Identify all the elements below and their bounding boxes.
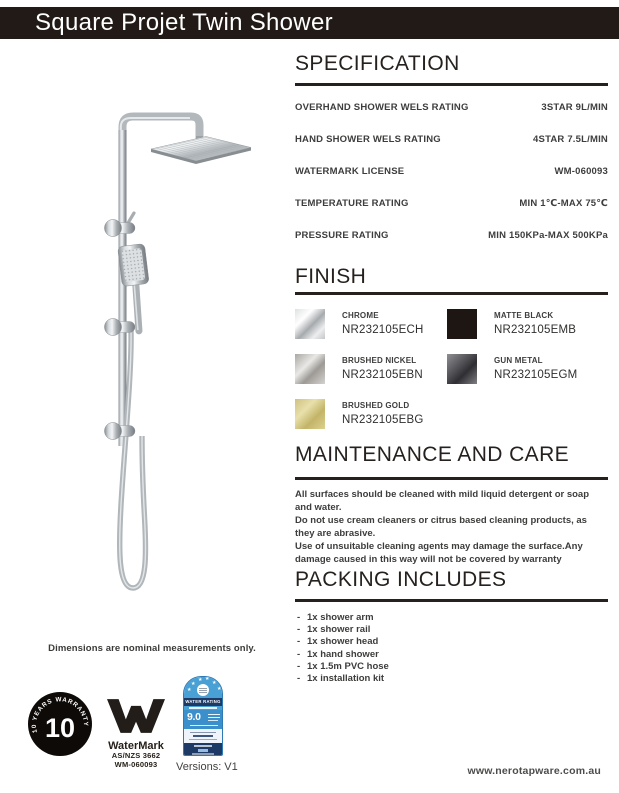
section-maintenance <box>295 443 608 566</box>
water-rating-footer-band <box>184 743 222 756</box>
maintenance-line: damage caused in this way will not be covered by warranty <box>295 554 562 565</box>
star-icon: ★ <box>217 686 222 692</box>
bullet-dash: - <box>297 673 301 685</box>
finish-code: NR232105EBG <box>342 414 424 426</box>
finish-text <box>342 399 423 426</box>
packing-list <box>295 612 608 685</box>
water-rating-flow <box>184 710 222 729</box>
packing-item-label: 1x shower arm <box>307 612 374 623</box>
packing-item-label: 1x 1.5m PVC hose <box>307 660 389 672</box>
watermark-brand: WaterMark <box>108 740 164 752</box>
packing-item <box>295 636 608 648</box>
bullet-dash: - <box>297 660 301 672</box>
spec-value: MIN 1℃-MAX 75℃ <box>519 198 608 209</box>
finish-text <box>342 309 423 336</box>
finish-option <box>447 354 608 384</box>
finish-text <box>494 309 576 336</box>
dimensions-note: Dimensions are nominal measurements only. <box>48 643 256 654</box>
finish-code: NR232105EMB <box>494 324 577 336</box>
packing-item-label: 1x shower head <box>307 636 379 648</box>
finish-text <box>342 354 423 381</box>
section-packing <box>295 568 608 685</box>
watermark-license: WM-060093 <box>114 759 158 769</box>
spec-row <box>295 134 608 144</box>
packing-item <box>295 624 608 636</box>
finish-swatch <box>295 354 325 384</box>
star-icon: ★ <box>198 677 203 683</box>
finish-option <box>295 354 447 384</box>
maintenance-line: they are abrasive. <box>295 528 376 539</box>
spec-row <box>295 102 608 112</box>
star-icon: ★ <box>187 687 192 693</box>
product-image <box>35 86 275 646</box>
maintenance-line: and water. <box>295 502 342 513</box>
warranty-badge <box>27 691 93 757</box>
finish-swatch <box>447 309 477 339</box>
website-url: www.nerotapware.com.au <box>467 765 601 777</box>
star-icon: ★ <box>205 676 210 682</box>
maintenance-line: Do not use cream cleaners or citrus based cleaning products, as <box>295 515 587 526</box>
spec-label: TEMPERATURE RATING <box>295 198 409 209</box>
maintenance-line: All surfaces should be cleaned with mild liquid detergent or soap <box>295 489 590 500</box>
packing-item-label: 1x installation kit <box>307 673 385 685</box>
warranty-years: 10 <box>44 713 76 743</box>
finish-swatch <box>295 399 325 429</box>
shower-rail <box>119 130 127 446</box>
maintenance-line: Use of unsuitable cleaning agents may damage the surface.Any <box>295 541 583 552</box>
watermark-badge <box>94 698 178 769</box>
water-rating-title: WATER RATING <box>185 699 221 704</box>
maintenance-heading: MAINTENANCE AND CARE <box>295 443 608 480</box>
maintenance-text <box>295 488 608 566</box>
spec-value: 4STAR 7.5L/MIN <box>533 134 608 145</box>
spec-value: MIN 150KPa-MAX 500KPa <box>488 230 608 241</box>
finish-name: CHROME <box>342 311 379 320</box>
spec-row <box>295 166 608 176</box>
finish-swatch <box>447 354 477 384</box>
finish-options <box>295 309 608 429</box>
packing-item <box>295 673 608 685</box>
packing-item-label: 1x hand shower <box>307 648 379 660</box>
bullet-dash: - <box>297 612 301 623</box>
finish-option <box>295 399 447 429</box>
shower-head <box>151 137 251 165</box>
specification-table <box>295 102 608 240</box>
finish-text <box>494 354 577 381</box>
title-bar <box>0 7 619 39</box>
bullet-dash: - <box>297 624 301 636</box>
page-title: Square Projet Twin Shower <box>35 9 333 36</box>
finish-name: GUN METAL <box>494 356 543 365</box>
packing-heading: PACKING INCLUDES <box>295 568 608 602</box>
section-specification <box>295 52 608 262</box>
finish-code: NR232105ECH <box>342 324 424 336</box>
finish-code: NR232105EBN <box>342 369 423 381</box>
finish-heading: FINISH <box>295 265 608 295</box>
spec-label: PRESSURE RATING <box>295 230 389 241</box>
warranty-arc-text: 10 YEARS WARRANTY <box>30 696 90 734</box>
bullet-dash: - <box>297 636 301 648</box>
watermark-logo-icon <box>107 698 165 734</box>
spec-value: 3STAR 9L/MIN <box>541 102 608 113</box>
spec-row <box>295 230 608 240</box>
finish-swatch <box>295 309 325 339</box>
packing-item <box>295 649 608 661</box>
section-finish <box>295 265 608 429</box>
water-rating-stars <box>184 677 222 698</box>
star-icon: ★ <box>191 681 196 687</box>
finish-option <box>295 309 447 339</box>
finish-option <box>447 309 608 339</box>
water-rating-medallion <box>197 684 209 696</box>
watermark-standard: AS/NZS 3662 <box>111 751 161 760</box>
packing-item-label: 1x shower rail <box>307 624 371 636</box>
water-rating-licence-band <box>184 729 222 743</box>
spec-label: OVERHAND SHOWER WELS RATING <box>295 102 469 113</box>
specification-heading: SPECIFICATION <box>295 52 608 86</box>
bullet-dash: - <box>297 648 301 660</box>
spec-value: WM-060093 <box>554 166 608 177</box>
water-rating-label <box>183 676 223 756</box>
versions-label: Versions: V1 <box>176 761 238 773</box>
spec-row <box>295 198 608 208</box>
packing-item <box>295 612 608 624</box>
finish-name: BRUSHED NICKEL <box>342 356 417 365</box>
spec-label: WATERMARK LICENSE <box>295 166 405 177</box>
finish-name: MATTE BLACK <box>494 311 554 320</box>
spec-label: HAND SHOWER WELS RATING <box>295 134 441 145</box>
packing-item <box>295 661 608 673</box>
water-rating-value: 9.0 <box>187 711 201 723</box>
star-icon: ★ <box>212 680 217 686</box>
finish-name: BRUSHED GOLD <box>342 401 410 410</box>
finish-code: NR232105EGM <box>494 369 578 381</box>
